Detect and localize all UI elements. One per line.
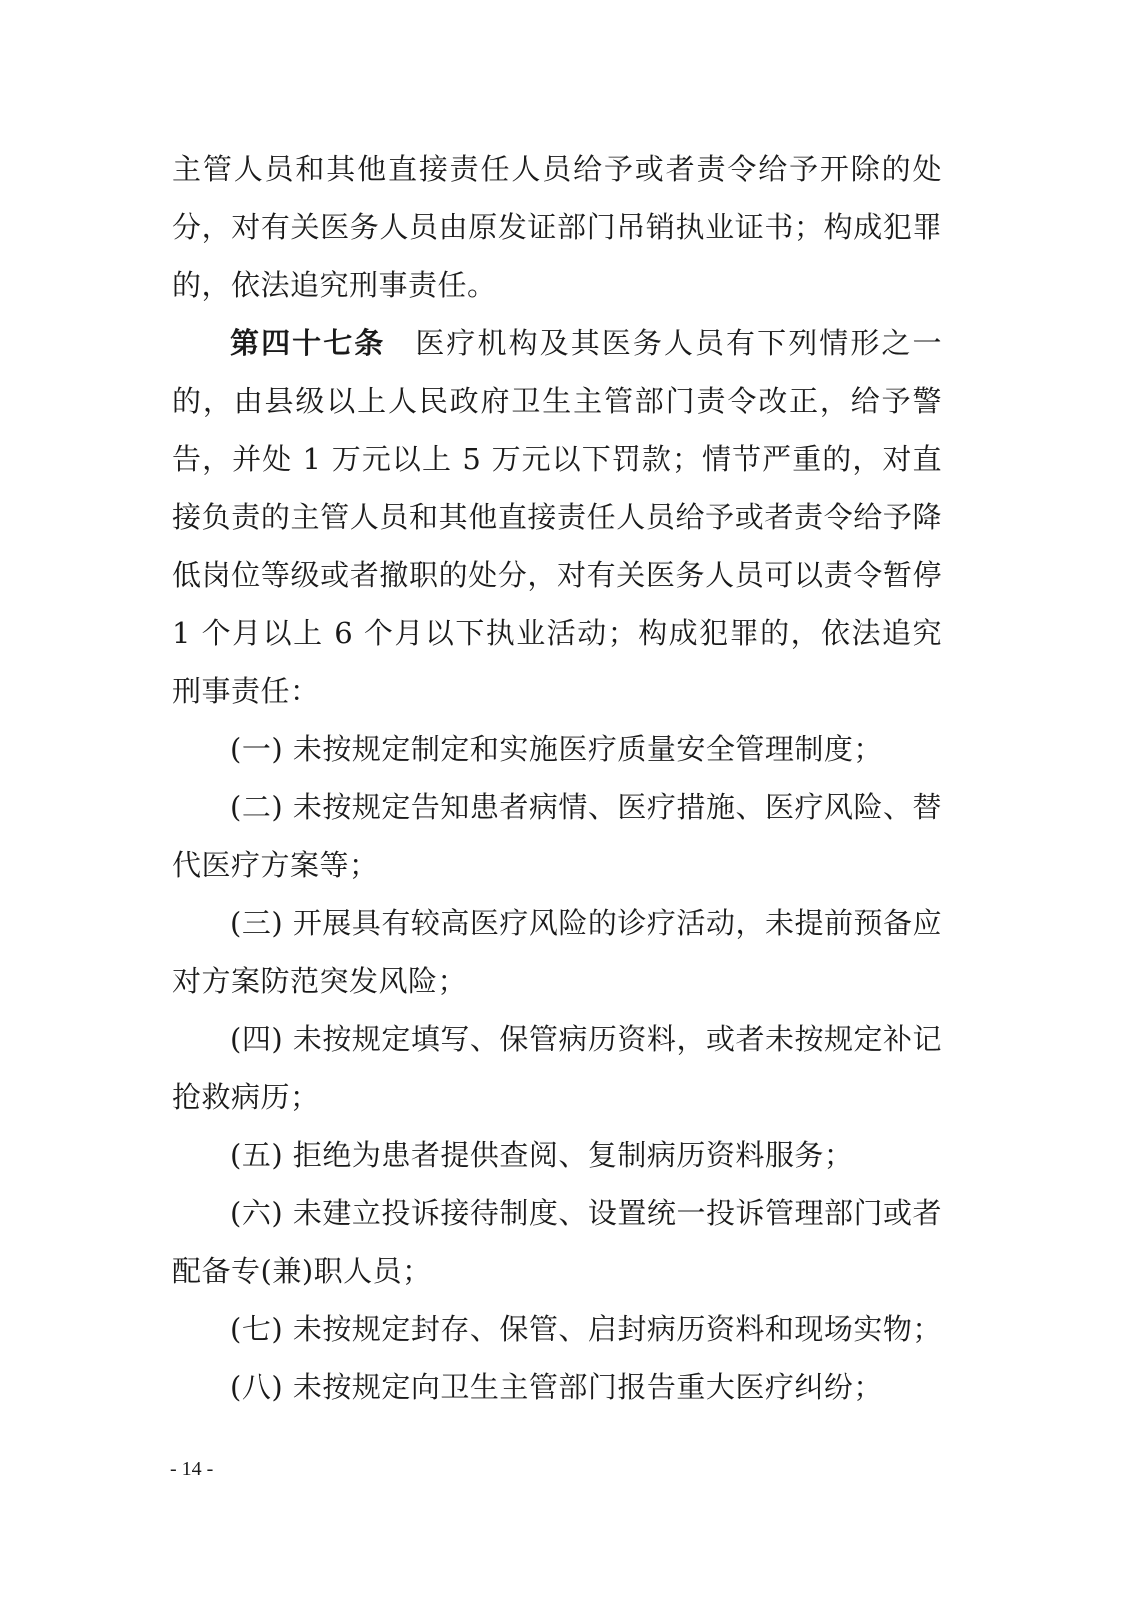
list-item: (四) 未按规定填写、保管病历资料，或者未按规定补记抢救病历；: [172, 1022, 942, 1114]
list-item: (一) 未按规定制定和实施医疗质量安全管理制度；: [230, 732, 883, 766]
list-item: (二) 未按规定告知患者病情、医疗措施、医疗风险、替代医疗方案等；: [172, 790, 942, 882]
list-item: (五) 拒绝为患者提供查阅、复制病历资料服务；: [230, 1138, 854, 1172]
list-item: (七) 未按规定封存、保管、启封病历资料和现场实物；: [230, 1312, 942, 1346]
list-item: (六) 未建立投诉接待制度、设置统一投诉管理部门或者配备专(兼)职人员；: [172, 1196, 942, 1288]
list-item: (八) 未按规定向卫生主管部门报告重大医疗纠纷；: [230, 1370, 883, 1404]
list-item: (三) 开展具有较高医疗风险的诊疗活动，未提前预备应对方案防范突发风险；: [172, 906, 942, 998]
continuation-paragraph: 主管人员和其他直接责任人员给予或者责令给予开除的处分，对有关医务人员由原发证部门吊销执业证书；构成犯罪的，依法追究刑事责任。: [172, 152, 942, 302]
article-47-paragraph: [172, 314, 942, 720]
document-body: [172, 140, 942, 1416]
page-number: - 14 -: [170, 1458, 214, 1480]
article-heading: 第四十七条: [230, 326, 386, 360]
article-text: 医疗机构及其医务人员有下列情形之一的，由县级以上人民政府卫生主管部门责令改正，给予警告，并处 1 万元以上 5 万元以下罚款；情节严重的，对直接负责的主管人员和其他直接责任人员给予或者责令给予降低岗位等级或者撤职的处分，对有关医务人员可以责令暂停 1 个月以上 6 个月以下执业活动；构成犯罪的，依法追究刑事责任：: [172, 326, 942, 708]
